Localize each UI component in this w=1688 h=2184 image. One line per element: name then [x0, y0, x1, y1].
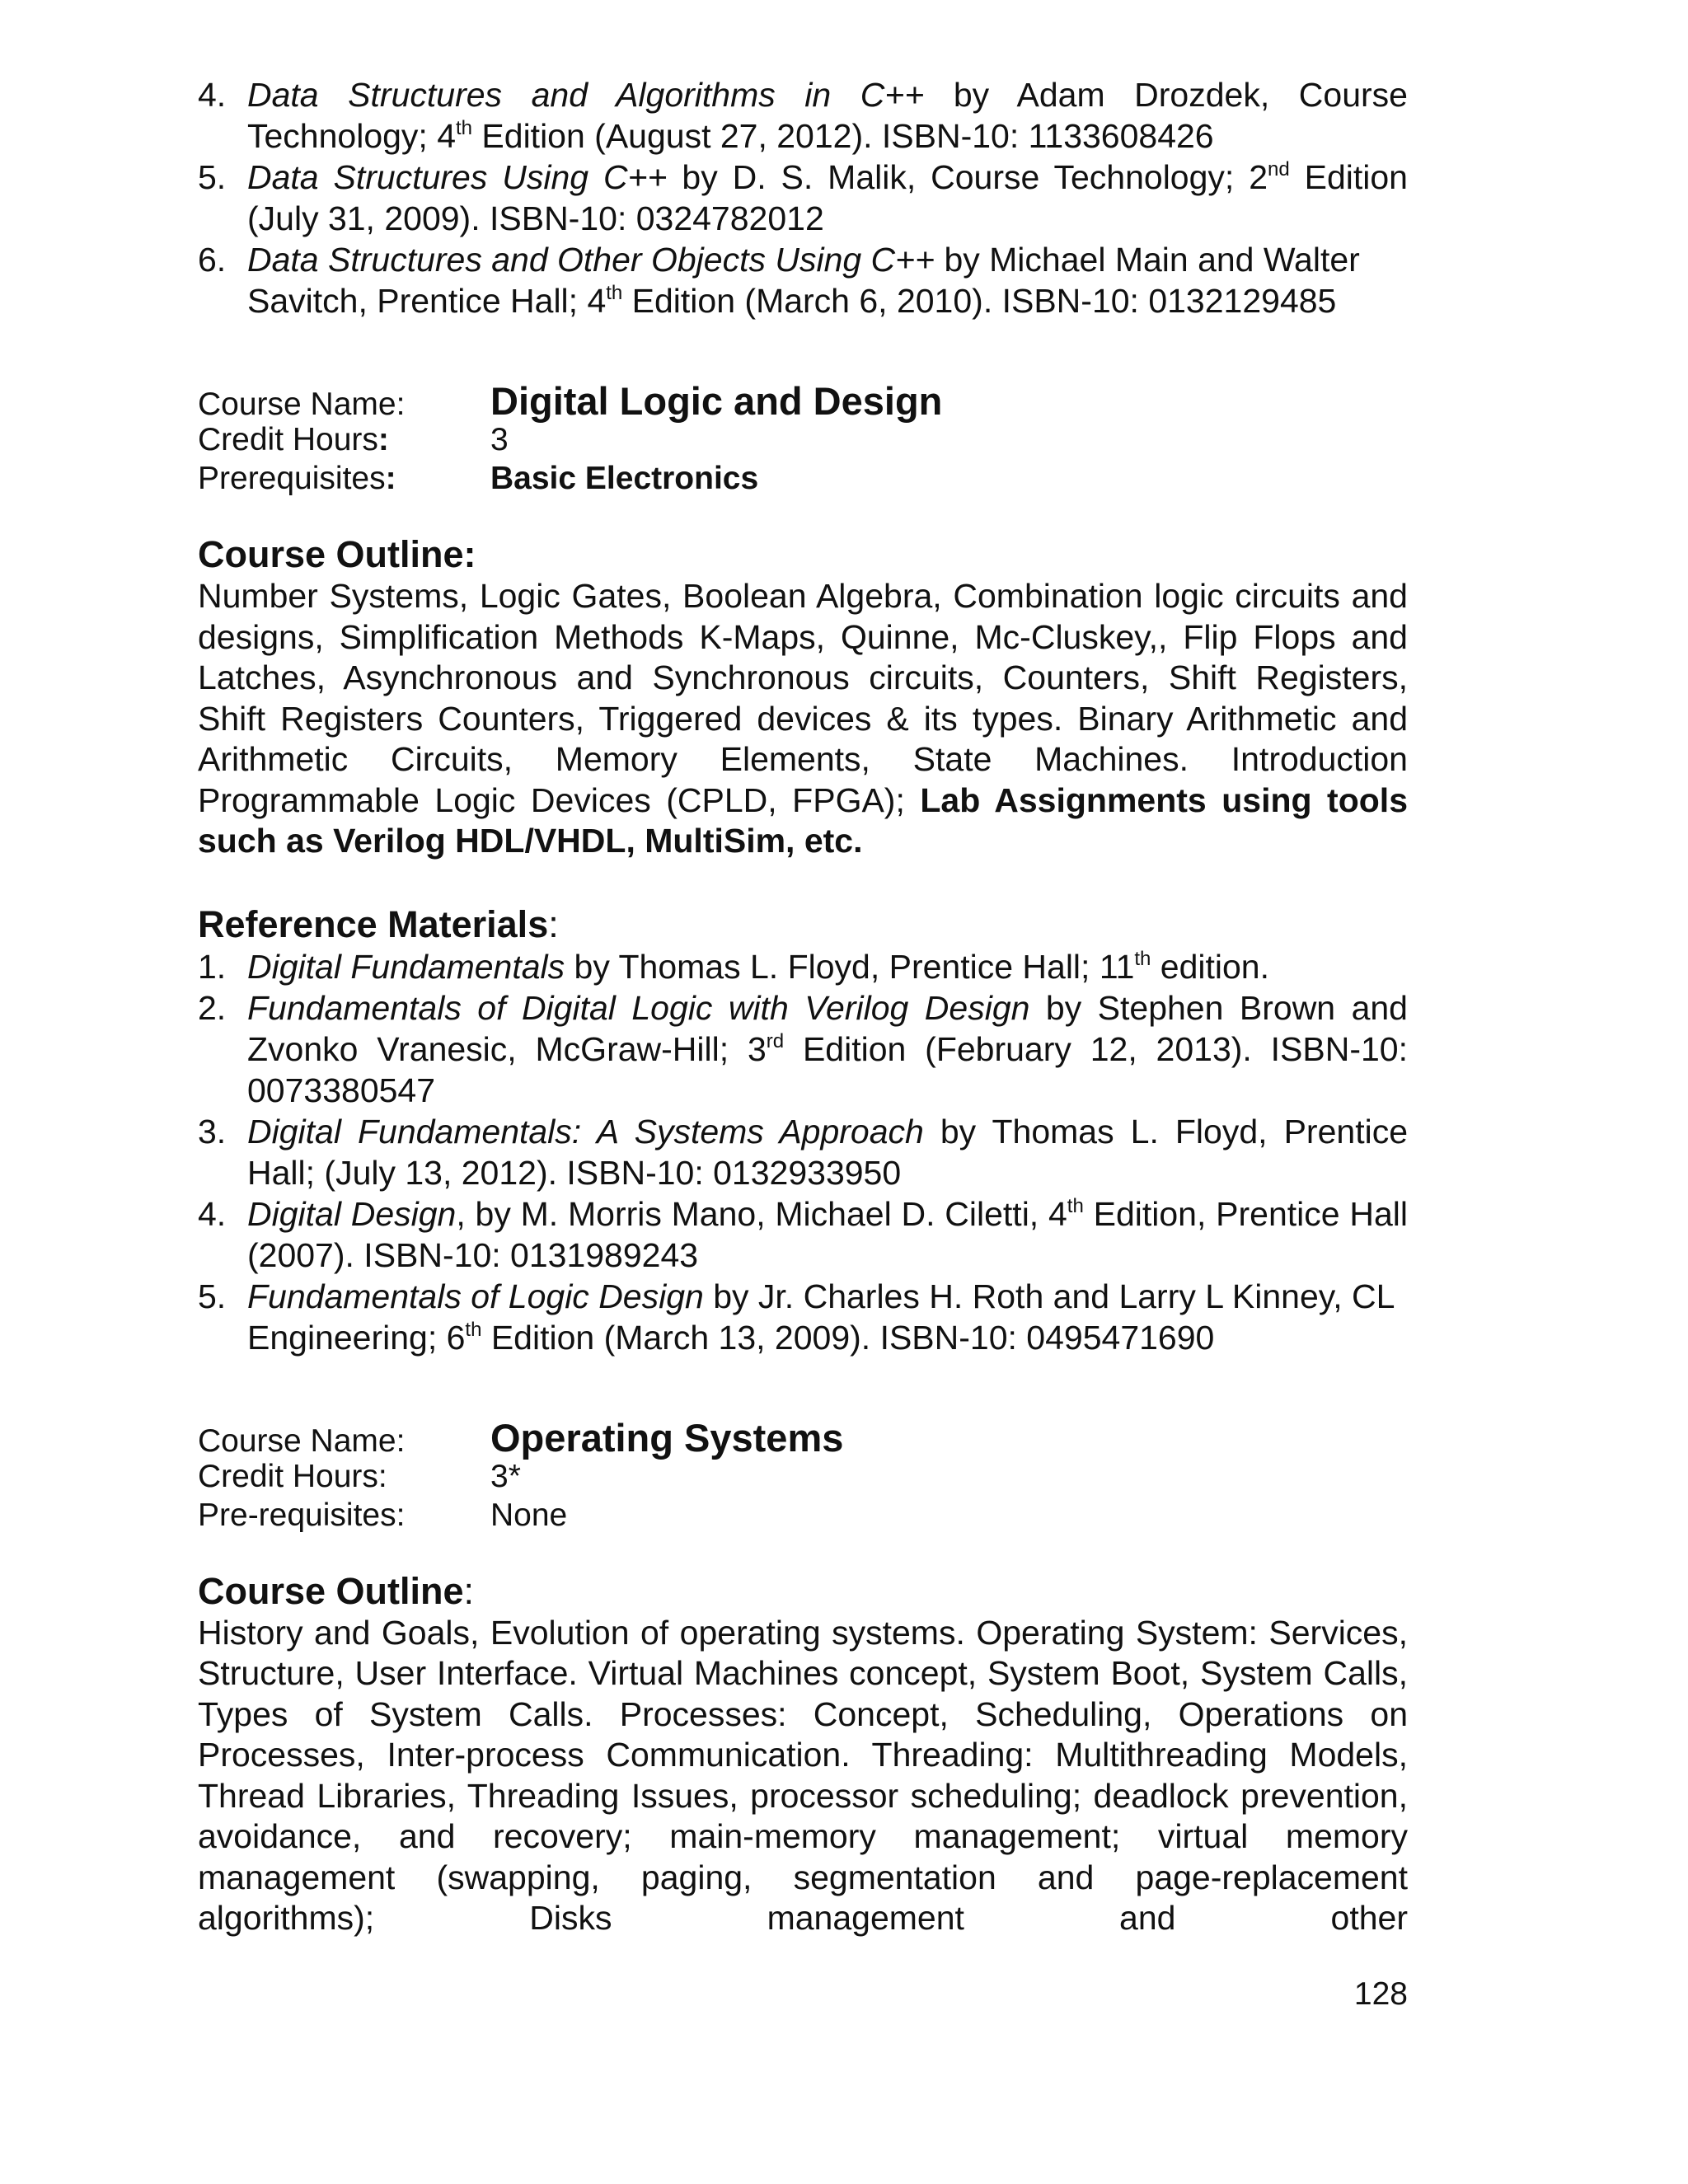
- reference-text: by Stephen Brown and Zvonko Vranesic, McGraw-Hill; 3: [247, 988, 1408, 1068]
- reference-title: Digital Fundamentals: [247, 947, 565, 986]
- reference-text: , by M. Morris Mano, Michael D. Ciletti, 4: [456, 1194, 1067, 1233]
- reference-text: Edition (July 31, 2009). ISBN-10: 0324782012: [247, 158, 1408, 237]
- reference-text: edition.: [1151, 947, 1269, 986]
- reference-text: Edition (February 12, 2013). ISBN-10: 0073380547: [247, 1029, 1408, 1109]
- reference-text: Edition, Prentice Hall (2007). ISBN-10: 0131989243: [247, 1194, 1408, 1274]
- reference-item: [198, 74, 1408, 157]
- reference-item: [198, 987, 1408, 1111]
- course-title: Digital Logic and Design: [490, 379, 943, 423]
- credit-hours-label: Credit Hours:: [198, 422, 389, 457]
- reference-number: 5.: [198, 158, 227, 196]
- course-title: Operating Systems: [490, 1415, 844, 1460]
- lab-assignments-text: Lab Assignments using tools such as Verilog HDL/VHDL, MultiSim, etc.: [198, 780, 1408, 860]
- course-info-digital-logic: [198, 381, 1408, 497]
- credit-hours-row: [198, 419, 1408, 458]
- credit-hours-value: 3: [490, 422, 509, 457]
- prerequisites-label: Prerequisites:: [198, 461, 396, 496]
- reference-title: Digital Fundamentals: A Systems Approach: [247, 1112, 924, 1151]
- reference-text: Edition (March 6, 2010). ISBN-10: 0132129485: [622, 282, 1337, 320]
- credit-hours-label: Credit Hours:: [198, 1458, 387, 1494]
- reference-number: 1.: [198, 947, 227, 986]
- reference-item: [198, 157, 1408, 239]
- reference-title: Data Structures and Other Objects Using C++: [247, 241, 935, 279]
- course-outline-text: Number Systems, Logic Gates, Boolean Algebra, Combination logic circuits and designs, Simplification Methods K-Maps, Quinne, Mc-Cluskey,, Flip Flops and Latches, Asynchronous and Synchronous circuits, Counters, Shift Registers, Shift Registers Counters, Triggered devices & its types. Binary Arithmetic and Arithmetic Circuits, Memory Elements, State Machines. Introduction Programmable Logic Devices (CPLD, FPGA); Lab Assignments using tools such as Verilog HDL/VHDL, MultiSim, etc.: [198, 577, 1408, 860]
- ordinal-suffix: th: [606, 282, 623, 304]
- reference-title: Digital Design: [247, 1194, 457, 1233]
- course-name-row: [198, 1415, 1408, 1460]
- course-outline-heading: Course Outline:: [198, 1569, 475, 1612]
- reference-text: by Thomas L. Floyd, Prentice Hall; 11: [565, 947, 1135, 986]
- reference-title: Fundamentals of Logic Design: [247, 1277, 704, 1315]
- reference-list-digital-logic: [198, 946, 1408, 1358]
- reference-item: [198, 946, 1408, 987]
- course-info-operating-systems: [198, 1415, 1408, 1534]
- course-name-label: Course Name:: [198, 387, 406, 422]
- prerequisites-label: Pre-requisites:: [198, 1497, 406, 1533]
- reference-number: 4.: [198, 76, 227, 114]
- prerequisites-value: None: [490, 1497, 568, 1533]
- reference-title: Data Structures and Algorithms in C++: [247, 76, 925, 114]
- reference-number: 2.: [198, 988, 227, 1027]
- reference-item: [198, 1193, 1408, 1276]
- top-reference-list: [198, 74, 1408, 321]
- prerequisites-value: Basic Electronics: [490, 461, 759, 496]
- reference-text: by Michael Main and Walter Savitch, Prentice Hall; 4: [247, 241, 1360, 320]
- reference-item: [198, 1276, 1408, 1358]
- prerequisites-row: [198, 458, 1408, 497]
- reference-text: by Adam Drozdek, Course Technology; 4: [247, 76, 1408, 155]
- course-outline-text: History and Goals, Evolution of operating systems. Operating System: Services, Structure, User Interface. Virtual Machines concept, System Boot, System Calls, Types of System Calls. Processes: Concept, Scheduling, Operations on Processes, Inter-process Communication. Threading: Multithreading Models, Thread Libraries, Threading Issues, processor scheduling; deadlock prevention, avoidance, and recovery; main-memory management; virtual memory management (swapping, paging, segmentation and page-replacement algorithms); Disks management and other: [198, 1613, 1408, 1937]
- ordinal-suffix: th: [1067, 1194, 1084, 1217]
- reference-materials-heading: Reference Materials:: [198, 902, 559, 945]
- reference-text: Edition (August 27, 2012). ISBN-10: 1133608426: [472, 117, 1214, 155]
- course-name-row: [198, 379, 1408, 423]
- reference-text: Edition (March 13, 2009). ISBN-10: 0495471690: [481, 1318, 1215, 1357]
- reference-item: [198, 239, 1408, 321]
- course-name-label: Course Name:: [198, 1422, 406, 1459]
- reference-title: Fundamentals of Digital Logic with Verilog Design: [247, 988, 1030, 1027]
- reference-title: Data Structures Using C++: [247, 158, 668, 196]
- credit-hours-value: 3*: [490, 1458, 521, 1494]
- reference-item: [198, 1111, 1408, 1193]
- reference-text: by D. S. Malik, Course Technology; 2: [667, 158, 1268, 196]
- reference-number: 6.: [198, 241, 227, 279]
- prerequisites-row: [198, 1495, 1408, 1534]
- ordinal-suffix: th: [1134, 947, 1151, 970]
- reference-number: 4.: [198, 1194, 227, 1233]
- document-page: [198, 74, 1408, 1939]
- reference-text: by Jr. Charles H. Roth and Larry L Kinney, CL Engineering; 6: [247, 1277, 1394, 1357]
- ordinal-suffix: th: [465, 1318, 482, 1341]
- ordinal-suffix: nd: [1268, 158, 1290, 180]
- reference-number: 3.: [198, 1112, 227, 1151]
- ordinal-suffix: rd: [766, 1029, 785, 1052]
- credit-hours-row: [198, 1456, 1408, 1495]
- reference-text: by Thomas L. Floyd, Prentice Hall; (July 13, 2012). ISBN-10: 0132933950: [247, 1112, 1408, 1192]
- page-number: 128: [1353, 1976, 1408, 2012]
- course-outline-heading: Course Outline:: [198, 533, 476, 575]
- reference-number: 5.: [198, 1277, 227, 1315]
- ordinal-suffix: th: [456, 117, 473, 139]
